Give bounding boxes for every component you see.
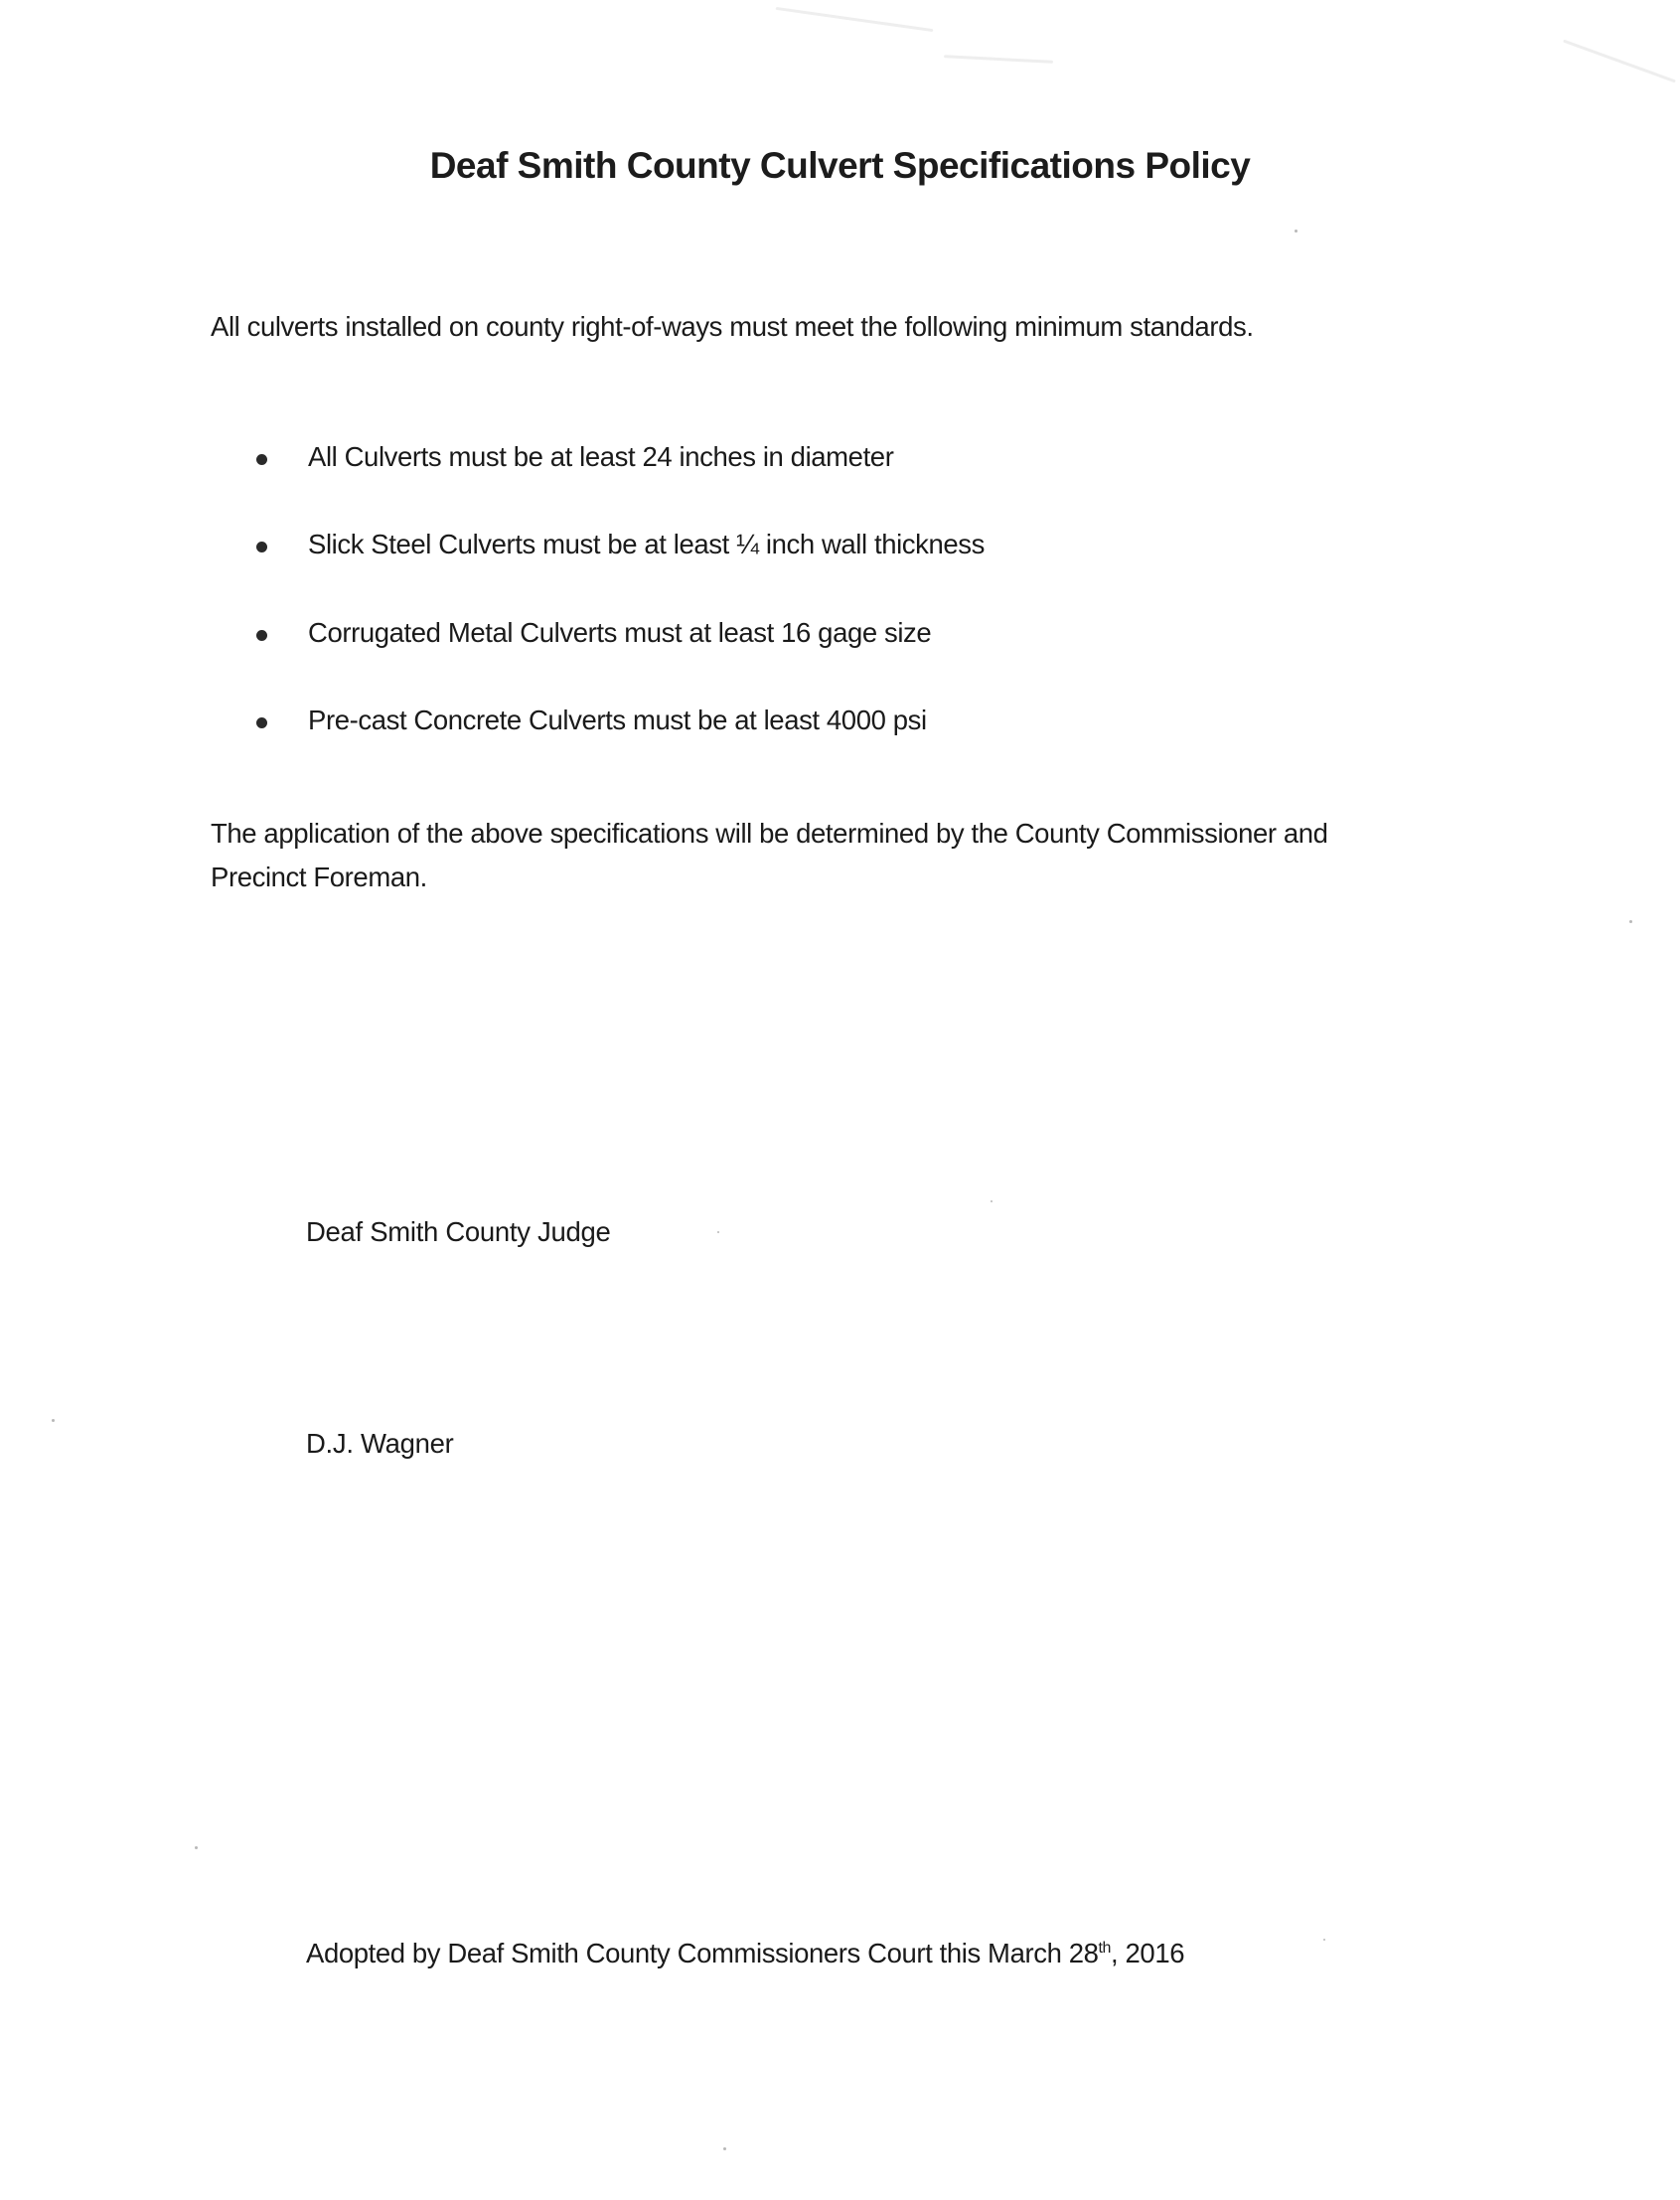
scan-artifact	[944, 55, 1053, 64]
signature-name: D.J. Wagner	[306, 1428, 454, 1459]
scan-artifact	[991, 1200, 993, 1202]
bullet-icon	[256, 454, 267, 465]
scan-artifact	[717, 1231, 719, 1233]
date-ordinal: th	[1098, 1939, 1112, 1957]
adoption-text: Adopted by Deaf Smith County Commissioners Court this March 28	[306, 1938, 1099, 1968]
adoption-statement	[306, 1938, 1184, 1969]
list-item-text: Pre-cast Concrete Culverts must be at least 4000 psi	[308, 705, 927, 735]
scan-artifact	[1629, 920, 1632, 923]
paragraph-line: Precinct Foreman.	[211, 862, 427, 892]
scan-artifact	[776, 7, 934, 32]
list-item-text: Corrugated Metal Culverts must at least 16 gage size	[308, 617, 932, 648]
adoption-year: , 2016	[1111, 1938, 1185, 1968]
application-paragraph	[211, 812, 1502, 899]
document-title: Deaf Smith County Culvert Specifications Policy	[429, 145, 1251, 186]
scan-artifact	[1563, 40, 1676, 83]
bullet-icon	[256, 542, 267, 552]
scan-artifact	[723, 2147, 726, 2150]
bullet-icon	[256, 717, 267, 728]
list-item-text: All Culverts must be at least 24 inches in diameter	[308, 441, 894, 472]
intro-text: All culverts installed on county right-of-ways must meet the following minimum standards.	[211, 311, 1254, 342]
bullet-icon	[256, 630, 267, 641]
paragraph-line: The application of the above specifications will be determined by the County Commissioner and	[211, 818, 1328, 849]
scan-artifact	[1323, 1939, 1325, 1941]
scan-artifact	[195, 1846, 198, 1849]
signature-title: Deaf Smith County Judge	[306, 1216, 611, 1247]
list-item-text: Slick Steel Culverts must be at least ¼ inch wall thickness	[308, 529, 985, 559]
scan-artifact	[1295, 230, 1298, 233]
scan-artifact	[52, 1419, 55, 1422]
